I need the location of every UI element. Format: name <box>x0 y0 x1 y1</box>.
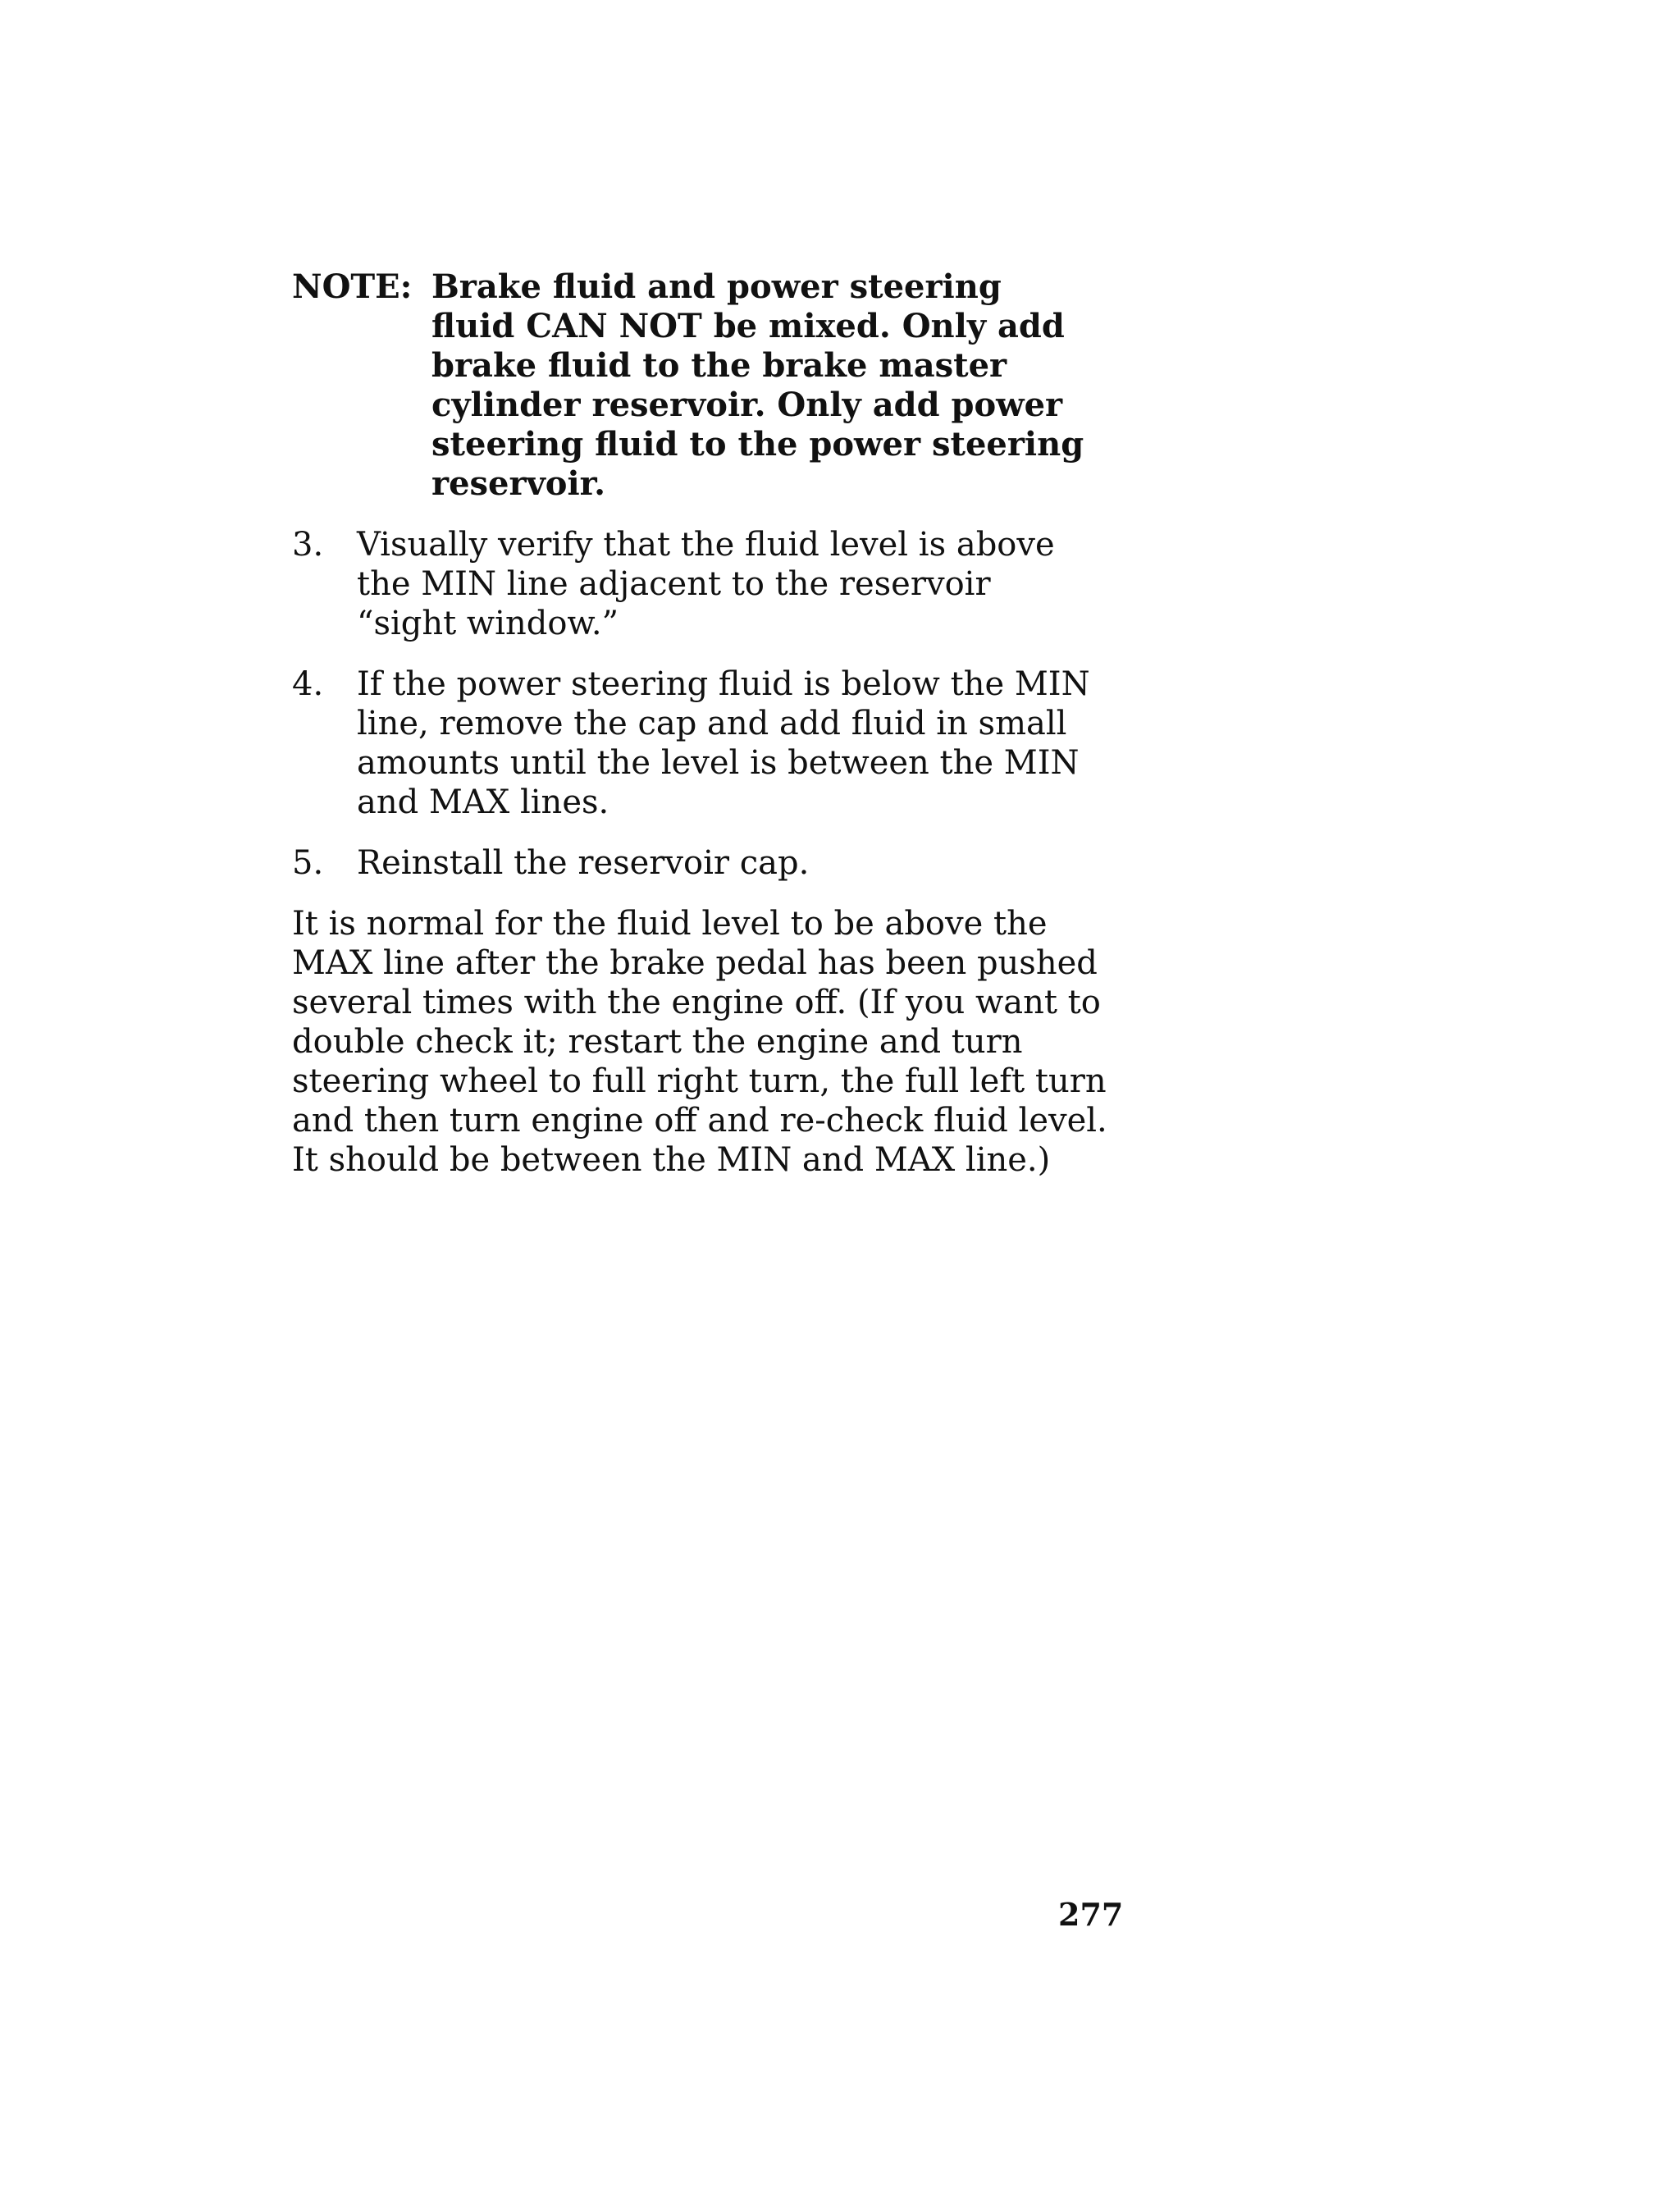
note-block <box>292 267 1112 504</box>
page-content <box>292 267 1112 1180</box>
step-number: 4. <box>292 665 324 703</box>
step-text: Visually verify that the fluid level is above the MIN line adjacent to the reservoir “sight window.” <box>357 526 1055 642</box>
note-text: Brake fluid and power steering fluid CAN NOT be mixed. Only add brake fluid to the brake master cylinder reservoir. Only add power steering fluid to the power steering reservoir. <box>431 267 1084 503</box>
step-text: If the power steering fluid is below the MIN line, remove the cap and add fluid in small amounts until the level is between the MIN and MAX lines. <box>357 665 1090 821</box>
step-text: Reinstall the reservoir cap. <box>357 844 810 882</box>
step-number: 3. <box>292 526 324 564</box>
list-item <box>292 525 1112 643</box>
step-number: 5. <box>292 844 324 882</box>
list-item <box>292 843 1112 883</box>
body-paragraph: It is normal for the fluid level to be above the MAX line after the brake pedal has been pushed several times with the engine off. (If you want to double check it; restart the engine and turn steering wheel to full right turn, the full left turn and then turn engine off and re-check fluid level. It should be between the MIN and MAX line.) <box>292 905 1107 1179</box>
page-number: 277 <box>1058 1896 1124 1933</box>
list-item <box>292 665 1112 822</box>
note-label: NOTE: <box>292 267 413 306</box>
